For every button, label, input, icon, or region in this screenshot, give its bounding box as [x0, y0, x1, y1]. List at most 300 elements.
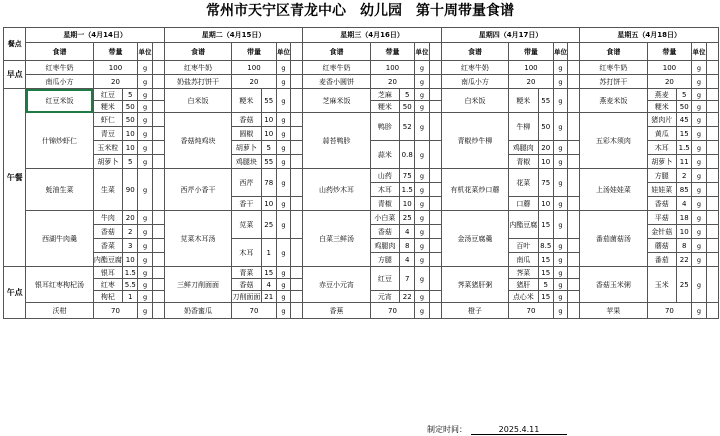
unit-cell: g [415, 239, 429, 253]
ingredient-amount: 5 [538, 279, 553, 291]
ingredient-name: 香菇 [232, 279, 262, 291]
unit-cell: g [692, 211, 706, 225]
ingredient-name: 点心米 [509, 291, 539, 303]
dish-name: 香菇炖鸡块 [164, 113, 231, 169]
spacer-cell [291, 127, 303, 141]
spacer-cell [568, 75, 580, 89]
spacer-cell [152, 61, 164, 75]
dish-name: 赤豆小元宵 [303, 267, 370, 303]
ingredient-name: 鸡腿块 [232, 155, 262, 169]
spacer-cell [291, 267, 303, 279]
spacer-cell [706, 239, 718, 253]
spacer-cell [568, 155, 580, 169]
ingredient-name: 虾仁 [93, 113, 123, 127]
ingredient-name: 鸡腿肉 [370, 239, 400, 253]
unit-cell: g [276, 127, 290, 141]
unit-cell: g [138, 211, 152, 225]
footer-date: 2025.4.11 [471, 425, 567, 435]
unit-cell: g [553, 89, 567, 113]
dish-name: 西湖牛肉羹 [26, 211, 93, 267]
dish-name: 白米饭 [441, 89, 508, 113]
spacer-cell [152, 89, 164, 101]
spacer-cell [291, 89, 303, 113]
spacer-cell [706, 211, 718, 225]
unit-cell: g [692, 197, 706, 211]
spacer-cell [291, 169, 303, 197]
ingredient-amount: 10 [400, 197, 415, 211]
spacer-cell [152, 155, 164, 169]
ingredient-name: 燕麦 [647, 89, 677, 101]
unit-cell: g [415, 183, 429, 197]
ingredient-name: 苋菜 [232, 211, 262, 239]
ingredient-amount: 50 [677, 101, 692, 113]
ingredient-amount: 2 [677, 169, 692, 183]
unit-cell: g [138, 239, 152, 253]
spacer-cell [706, 303, 718, 319]
ingredient-name: 猪肝 [509, 279, 539, 291]
ingredient-name: 娃娃菜 [647, 183, 677, 197]
amount-value: 100 [647, 61, 692, 75]
ingredient-amount: 50 [400, 101, 415, 113]
spacer-cell [706, 101, 718, 113]
ingredient-amount: 55 [261, 155, 276, 169]
ingredient-name: 粳米 [647, 101, 677, 113]
ingredient-amount: 15 [538, 211, 553, 239]
unit-cell: g [553, 75, 567, 89]
unit-cell: g [415, 197, 429, 211]
unit-header: 单位 [415, 43, 429, 61]
ingredient-amount: 5 [261, 141, 276, 155]
weekly-menu-table [3, 27, 719, 319]
unit-cell: g [138, 113, 152, 127]
unit-cell: g [276, 197, 290, 211]
spacer-cell [429, 169, 441, 183]
ingredient-name: 刀削面面 [232, 292, 261, 301]
unit-cell: g [138, 267, 152, 279]
spacer-cell [429, 197, 441, 211]
dish-name: 西芹小香干 [164, 169, 231, 211]
spacer-cell [429, 225, 441, 239]
ingredient-amount: 7 [400, 267, 415, 291]
spacer-cell [291, 211, 303, 239]
spacer-cell [706, 113, 718, 127]
day-header: 星期一（4月14日） [26, 28, 164, 43]
ingredient-name: 猪肉片 [647, 113, 677, 127]
spacer-cell [429, 267, 441, 291]
spacer-cell [706, 89, 718, 101]
dish-name: 麦香小圆饼 [303, 75, 370, 89]
ingredient-name: 芝麻 [370, 89, 400, 101]
table-row [4, 89, 719, 101]
ingredient-amount: 4 [261, 279, 276, 291]
spacer-cell [568, 303, 580, 319]
ingredient-name: 香干 [232, 197, 262, 211]
spacer-cell [291, 113, 303, 127]
ingredient-name: 木耳 [232, 239, 262, 267]
unit-cell: g [138, 225, 152, 239]
fruit-amount: 70 [509, 303, 554, 319]
unit-cell: g [276, 61, 290, 75]
ingredient-amount: 78 [261, 169, 276, 197]
dish-name: 奶盐苏打饼干 [164, 75, 231, 89]
ingredient-name: 鸡腿肉 [509, 141, 539, 155]
spacer-cell [429, 253, 441, 267]
ingredient-amount: 10 [261, 113, 276, 127]
spacer-cell [152, 279, 164, 291]
ingredient-name: 蘑菇 [647, 239, 677, 253]
unit-header: 单位 [553, 43, 567, 61]
ingredient-amount: 8.5 [538, 239, 553, 253]
spacer-cell [568, 279, 580, 291]
unit-cell: g [276, 113, 290, 127]
unit-cell: g [138, 61, 152, 75]
ingredient-name: 红枣 [93, 279, 123, 291]
unit-cell: g [692, 253, 706, 267]
ingredient-amount: 21 [261, 291, 276, 303]
ingredient-amount: 4 [400, 253, 415, 267]
menu-header: 食谱 [164, 43, 231, 61]
spacer-cell [429, 239, 441, 253]
ingredient-amount: 75 [400, 169, 415, 183]
dish-name: 红枣牛奶 [303, 61, 370, 75]
day-header: 星期二（4月15日） [164, 28, 302, 43]
spacer-cell [152, 267, 164, 279]
unit-cell: g [692, 267, 706, 303]
unit-cell: g [415, 291, 429, 303]
dish-name: 燕麦米饭 [580, 89, 647, 113]
ingredient-amount: 1.5 [123, 267, 138, 279]
unit-cell: g [138, 89, 152, 101]
unit-cell: g [692, 239, 706, 253]
spacer-cell [429, 113, 441, 141]
dish-name: 上汤娃娃菜 [580, 169, 647, 211]
ingredient-amount: 85 [677, 183, 692, 197]
unit-cell: g [553, 197, 567, 211]
ingredient-name: 粳米 [93, 101, 123, 113]
spacer-cell [152, 211, 164, 225]
spacer-cell [706, 183, 718, 197]
ingredient-name: 胡萝卜 [232, 141, 262, 155]
unit-cell: g [553, 155, 567, 169]
spacer-cell [568, 113, 580, 141]
fruit-name: 奶香蜜瓜 [164, 303, 231, 319]
spacer-cell [706, 155, 718, 169]
ingredient-amount: 4 [677, 197, 692, 211]
spacer-cell [706, 253, 718, 267]
amount-value: 100 [509, 61, 554, 75]
ingredient-amount: 20 [123, 211, 138, 225]
dish-name: 南瓜小方 [441, 75, 508, 89]
ingredient-name: 南瓜 [509, 253, 539, 267]
spacer-cell [568, 61, 580, 75]
unit-cell: g [276, 303, 290, 319]
amount-value: 100 [370, 61, 415, 75]
unit-cell: g [415, 211, 429, 225]
fruit-amount: 70 [370, 303, 415, 319]
fruit-amount: 70 [232, 303, 277, 319]
ingredient-name: 胡萝卜 [647, 155, 677, 169]
unit-cell: g [692, 75, 706, 89]
ingredient-amount: 20 [538, 141, 553, 155]
spacer-cell [152, 303, 164, 319]
spacer-cell [706, 197, 718, 211]
unit-cell: g [276, 75, 290, 89]
dish-name: 南瓜小方 [26, 75, 93, 89]
unit-cell: g [138, 169, 152, 211]
unit-cell: g [553, 113, 567, 141]
unit-cell: g [138, 279, 152, 291]
unit-cell: g [692, 89, 706, 101]
ingredient-name: 牛肉 [93, 211, 123, 225]
unit-cell: g [692, 183, 706, 197]
spacer-cell [291, 61, 303, 75]
unit-cell: g [415, 61, 429, 75]
spacer-cell [429, 141, 441, 169]
ingredient-amount: 10 [261, 127, 276, 141]
menu-header: 食谱 [441, 43, 508, 61]
meal-label: 午餐 [4, 89, 26, 267]
table-row [4, 169, 719, 183]
ingredient-name: 青椒 [370, 197, 400, 211]
ingredient-name: 青椒 [509, 155, 539, 169]
ingredient-amount: 15 [538, 267, 553, 279]
ingredient-amount: 90 [123, 169, 138, 211]
spacer-cell [152, 141, 164, 155]
ingredient-name: 木耳 [647, 141, 677, 155]
ingredient-amount: 5 [677, 89, 692, 101]
amount-value: 20 [93, 75, 138, 89]
dish-name: 三鲜刀削面面 [164, 267, 231, 303]
spacer-cell [152, 43, 164, 61]
ingredient-amount: 10 [677, 225, 692, 239]
spacer-cell [568, 267, 580, 279]
ingredient-amount: 2 [123, 225, 138, 239]
ingredient-amount: 22 [400, 291, 415, 303]
ingredient-name: 香菇 [232, 113, 262, 127]
unit-cell: g [276, 141, 290, 155]
spacer-cell [568, 291, 580, 303]
amount-value: 20 [509, 75, 554, 89]
dish-name: 红枣牛奶 [441, 61, 508, 75]
meal-label: 午点 [4, 267, 26, 319]
table-row [4, 303, 719, 319]
ingredient-name: 枸杞 [93, 291, 123, 303]
ingredient-amount: 5 [123, 89, 138, 101]
unit-cell: g [553, 141, 567, 155]
ingredient-name: 内酯豆腐 [93, 253, 123, 267]
fruit-amount: 70 [647, 303, 692, 319]
unit-cell: g [276, 155, 290, 169]
spacer-cell [152, 291, 164, 303]
footer-label: 制定时间： [427, 425, 467, 434]
ingredient-amount: 5 [400, 89, 415, 101]
unit-cell: g [415, 113, 429, 141]
spacer-cell [706, 61, 718, 75]
unit-cell: g [553, 279, 567, 291]
table-row [4, 61, 719, 75]
ingredient-name: 花菜 [509, 169, 539, 197]
ingredient-name: 山药 [370, 169, 400, 183]
menu-header: 食谱 [26, 43, 93, 61]
unit-header: 单位 [692, 43, 706, 61]
unit-cell: g [692, 225, 706, 239]
spacer-cell [291, 197, 303, 211]
unit-cell: g [415, 141, 429, 169]
ingredient-amount: 50 [538, 113, 553, 141]
spacer-cell [568, 141, 580, 155]
ingredient-amount: 10 [261, 197, 276, 211]
unit-cell: g [138, 155, 152, 169]
unit-cell: g [553, 239, 567, 253]
fruit-name: 香蕉 [303, 303, 370, 319]
ingredient-name: 香菇 [93, 225, 123, 239]
unit-cell: g [692, 155, 706, 169]
dish-name: 红枣牛奶 [164, 61, 231, 75]
ingredient-amount: 15 [538, 291, 553, 303]
dish-name: 荠菜猪肝粥 [441, 267, 508, 303]
spacer-cell [291, 75, 303, 89]
spacer-cell [706, 267, 718, 303]
ingredient-amount: 8 [677, 239, 692, 253]
table-row [4, 211, 719, 225]
ingredient-name: 鸭胗 [370, 113, 400, 141]
unit-cell: g [415, 303, 429, 319]
fruit-name: 橙子 [441, 303, 508, 319]
spacer-cell [429, 183, 441, 197]
ingredient-name: 口蘑 [509, 197, 539, 211]
ingredient-name: 内酯豆腐 [509, 211, 539, 239]
unit-cell: g [138, 291, 152, 303]
table-row [4, 113, 719, 127]
unit-cell: g [553, 61, 567, 75]
dish-name: 红豆米饭 [26, 89, 93, 113]
unit-cell: g [553, 253, 567, 267]
ingredient-amount: 10 [123, 141, 138, 155]
spacer-cell [291, 141, 303, 155]
spacer-cell [429, 43, 441, 61]
ingredient-amount: 25 [261, 211, 276, 239]
spacer-cell [152, 239, 164, 253]
ingredient-amount: 55 [538, 89, 553, 113]
dish-name: 银耳红枣枸杞汤 [26, 267, 93, 303]
ingredient-amount: 5.5 [123, 279, 138, 291]
ingredient-amount: 5 [123, 155, 138, 169]
unit-header: 单位 [138, 43, 152, 61]
dish-name: 红枣牛奶 [580, 61, 647, 75]
unit-cell: g [692, 61, 706, 75]
spacer-cell [706, 169, 718, 183]
spacer-cell [429, 89, 441, 101]
dish-name: 有机花菜炒口蘑 [441, 169, 508, 211]
unit-cell: g [276, 279, 290, 291]
meal-label: 早点 [4, 61, 26, 89]
ingredient-amount: 10 [538, 155, 553, 169]
ingredient-amount: 1.5 [677, 141, 692, 155]
ingredient-name: 香菜 [93, 239, 123, 253]
dish-name: 芝麻米饭 [303, 89, 370, 113]
ingredient-amount: 15 [261, 267, 276, 279]
unit-cell: g [692, 113, 706, 127]
ingredient-amount: 10 [123, 127, 138, 141]
spacer-cell [568, 89, 580, 113]
ingredient-name: 番茄 [647, 253, 677, 267]
unit-cell: g [276, 169, 290, 197]
ingredient-name: 平菇 [647, 211, 677, 225]
ingredient-name: 青豆 [93, 127, 123, 141]
unit-cell: g [692, 303, 706, 319]
ingredient-name: 香菇 [647, 197, 677, 211]
amount-value: 20 [647, 75, 692, 89]
dish-name: 白菜三鲜汤 [303, 211, 370, 267]
ingredient-amount: 3 [123, 239, 138, 253]
meal-column-header: 餐点 [4, 28, 26, 61]
spacer-cell [291, 291, 303, 303]
unit-cell: g [415, 89, 429, 101]
unit-cell: g [276, 267, 290, 279]
unit-cell: g [138, 101, 152, 113]
spacer-cell [429, 211, 441, 225]
dish-name: 青椒炒牛柳 [441, 113, 508, 169]
unit-cell: g [138, 253, 152, 267]
ingredient-amount: 25 [677, 267, 692, 303]
amount-header: 带量 [93, 43, 138, 61]
ingredient-name: 粳米 [232, 89, 262, 113]
unit-cell: g [415, 267, 429, 291]
spacer-cell [152, 127, 164, 141]
amount-value: 100 [93, 61, 138, 75]
unit-cell: g [553, 211, 567, 239]
ingredient-name: 元宵 [370, 291, 400, 303]
unit-cell: g [415, 225, 429, 239]
day-header: 星期三（4月16日） [303, 28, 441, 43]
unit-cell: g [415, 169, 429, 183]
ingredient-name: 百叶 [509, 239, 539, 253]
ingredient-amount: 4 [400, 225, 415, 239]
unit-cell: g [553, 267, 567, 279]
ingredient-amount: 8 [400, 239, 415, 253]
amount-header: 带量 [647, 43, 692, 61]
menu-title: 常州市天宁区青龙中心 幼儿园 第十周带量食谱 [206, 3, 514, 19]
ingredient-name: 西芹 [232, 169, 262, 197]
amount-header: 带量 [509, 43, 554, 61]
ingredient-name: 金针菇 [647, 225, 677, 239]
ingredient-amount: 45 [677, 113, 692, 127]
amount-value: 20 [370, 75, 415, 89]
unit-cell: g [553, 303, 567, 319]
dish-name: 蚝油生菜 [26, 169, 93, 211]
table-row [4, 267, 719, 279]
table-row [4, 75, 719, 89]
spacer-cell [568, 253, 580, 267]
unit-cell: g [138, 303, 152, 319]
ingredient-amount: 50 [123, 101, 138, 113]
unit-cell: g [138, 75, 152, 89]
ingredient-name: 方腿 [647, 169, 677, 183]
ingredient-name: 粳米 [509, 89, 539, 113]
spacer-cell [152, 169, 164, 211]
spacer-cell [291, 155, 303, 169]
ingredient-amount: 0.8 [400, 141, 415, 169]
spacer-cell [568, 169, 580, 197]
ingredient-amount: 1 [123, 291, 138, 303]
spacer-cell [568, 211, 580, 239]
fruit-name: 苹果 [580, 303, 647, 319]
ingredient-name: 玉米粒 [93, 141, 123, 155]
unit-cell: g [276, 89, 290, 113]
dish-name: 金汤豆腐羹 [441, 211, 508, 267]
day-header: 星期四（4月17日） [441, 28, 579, 43]
menu-header: 食谱 [303, 43, 370, 61]
